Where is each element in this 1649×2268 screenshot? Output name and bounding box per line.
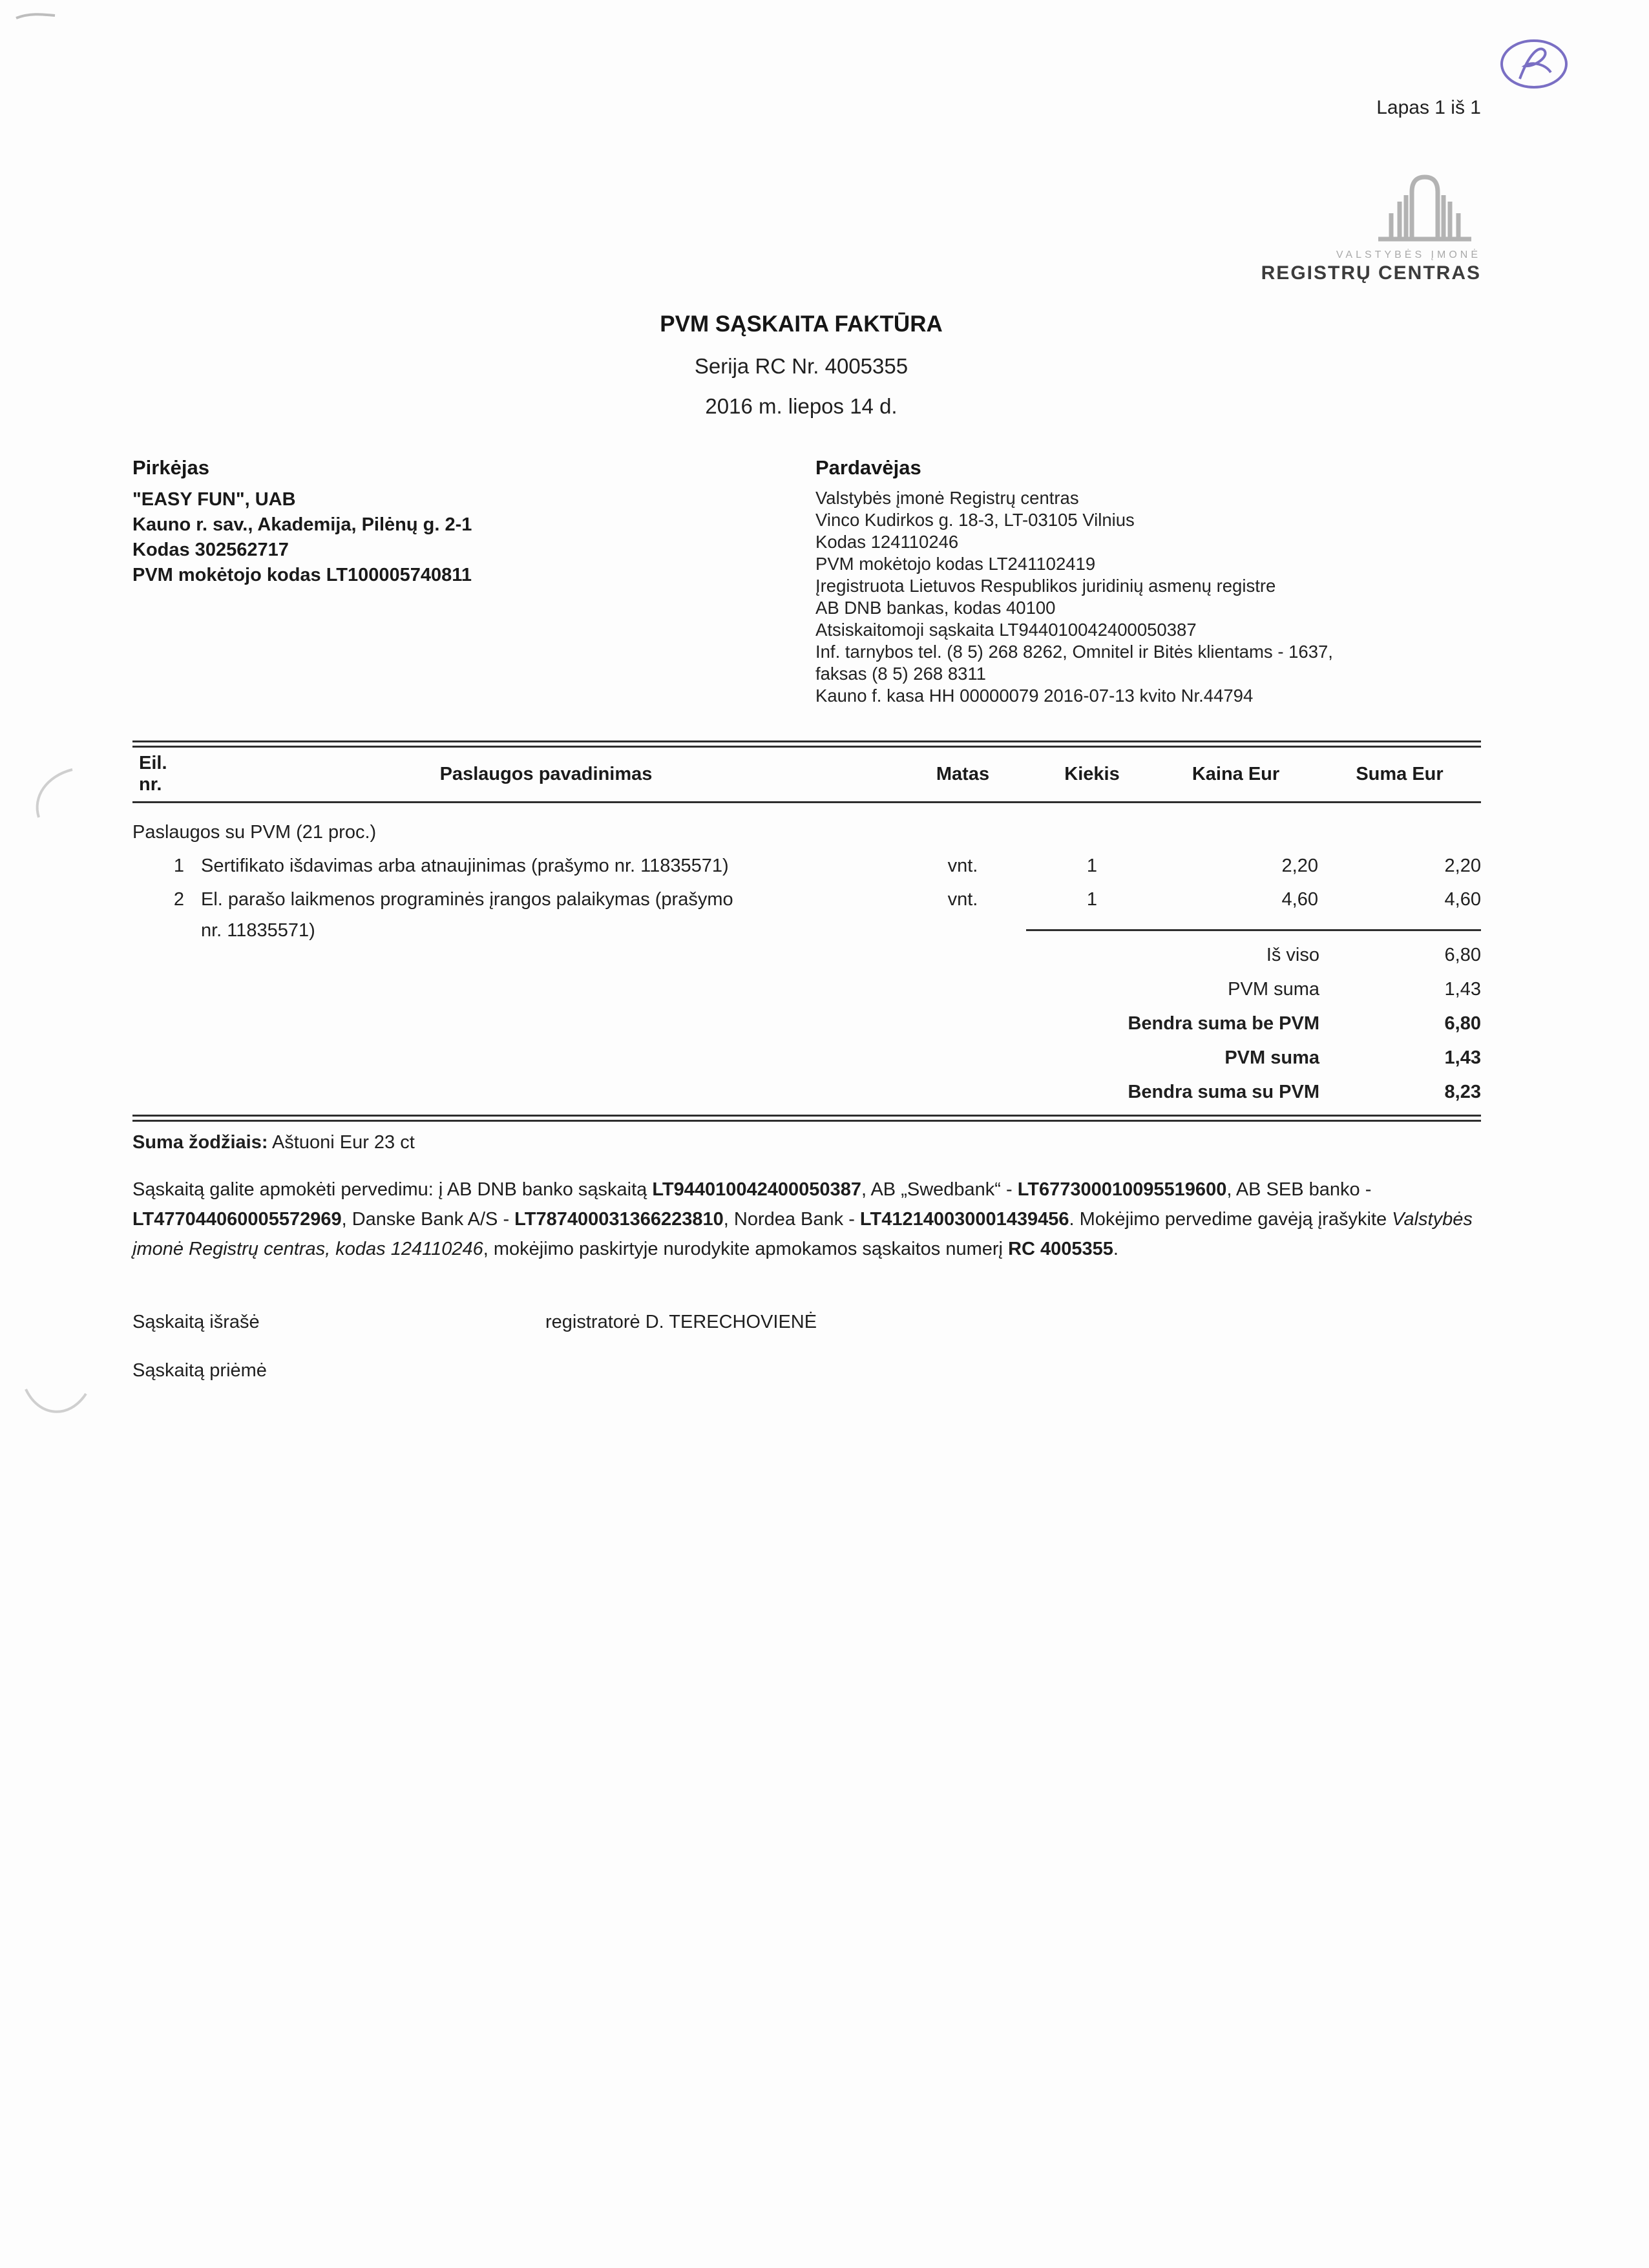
- payment-segment: , mokėjimo paskirtyje nurodykite apmokamos sąskaitos numerį: [483, 1239, 1009, 1259]
- seller-bank: AB DNB bankas, kodas 40100: [815, 598, 1056, 618]
- table-header-service: Paslaugos pavadinimas: [439, 763, 653, 784]
- buyer-section: [132, 456, 688, 588]
- row-unit: vnt.: [947, 856, 978, 876]
- table-header-nr: [132, 748, 197, 800]
- payment-segment: .: [1113, 1239, 1119, 1259]
- payment-instructions: [132, 1175, 1517, 1264]
- row-number: 2: [173, 889, 184, 910]
- invoice-series: Serija RC Nr. 4005355: [694, 354, 909, 378]
- row-price: 4,60: [1281, 889, 1318, 910]
- payment-segment: Sąskaitą galite apmokėti pervedimu: į AB DNB banko sąskaitą: [132, 1179, 653, 1200]
- amount-in-words-label: Suma žodžiais:: [132, 1132, 268, 1153]
- seller-name: Valstybės įmonė Registrų centras: [815, 488, 1079, 508]
- total-value: 8,23: [1444, 1082, 1481, 1102]
- payment-account-swedbank: LT677300010095519600: [1017, 1179, 1227, 1200]
- row-price: 2,20: [1281, 856, 1318, 876]
- table-row: [132, 884, 1481, 946]
- buyer-address: Kauno r. sav., Akademija, Pilėnų g. 2-1: [132, 514, 472, 535]
- table-header-qty: Kiekis: [1064, 763, 1120, 784]
- table-row: [132, 850, 1481, 881]
- row-description: [197, 850, 895, 881]
- total-label: PVM suma: [1224, 1047, 1319, 1068]
- total-label: PVM suma: [1228, 979, 1319, 1000]
- signature-paraph: [1494, 34, 1575, 95]
- seller-address: Vinco Kudirkos g. 18-3, LT-03105 Vilnius: [815, 510, 1135, 530]
- table-header-sum: Suma Eur: [1356, 763, 1444, 784]
- table-top-rule: [132, 740, 1481, 748]
- page-number: Lapas 1 iš 1: [1376, 97, 1481, 118]
- payment-segment: , Nordea Bank -: [723, 1209, 860, 1230]
- buyer-code: Kodas 302562717: [132, 540, 289, 560]
- row-qty: 1: [1086, 889, 1098, 910]
- total-row: [1021, 1075, 1481, 1109]
- amount-in-words-text: Aštuoni Eur 23 ct: [268, 1132, 415, 1153]
- registru-centras-building-icon: [1373, 163, 1476, 244]
- scan-artifact-left-curve-1: [26, 766, 84, 824]
- seller-vat-code: PVM mokėtojo kodas LT241102419: [815, 554, 1096, 574]
- logo-subtitle: VALSTYBĖS ĮMONĖ: [1336, 249, 1481, 260]
- row-sum: 4,60: [1444, 889, 1481, 910]
- seller-phone: Inf. tarnybos tel. (8 5) 268 8262, Omnitel ir Bitės klientams - 1637,: [815, 642, 1333, 662]
- logo-title: REGISTRŲ CENTRAS: [1261, 262, 1481, 284]
- total-label: Iš viso: [1266, 945, 1319, 965]
- invoice-date: 2016 m. liepos 14 d.: [705, 394, 898, 418]
- scan-artifact-left-curve-2: [23, 1380, 90, 1428]
- totals-top-rule: [1026, 929, 1481, 931]
- table-header-row: [132, 748, 1481, 800]
- total-row: [1021, 938, 1481, 972]
- total-row: [1021, 1007, 1481, 1041]
- row-description-text: Sertifikato išdavimas arba atnaujinimas (prašymo nr. 11835571): [201, 856, 729, 876]
- row-qty: 1: [1086, 856, 1098, 876]
- seller-fax: faksas (8 5) 268 8311: [815, 664, 986, 684]
- payment-account-nordea: LT412140030001439456: [859, 1209, 1069, 1230]
- payment-segment: , AB „Swedbank“ -: [861, 1179, 1018, 1200]
- amount-in-words: [132, 1132, 415, 1153]
- payment-segment: . Mokėjimo pervedime gavėją įrašykite: [1069, 1209, 1392, 1230]
- buyer-vat-code: PVM mokėtojo kodas LT100005740811: [132, 565, 472, 585]
- seller-section: [815, 456, 1500, 707]
- total-value: 1,43: [1444, 979, 1481, 1000]
- totals-section: [1021, 938, 1481, 1109]
- payment-segment: , AB SEB banko -: [1226, 1179, 1372, 1200]
- buyer-name: "EASY FUN", UAB: [132, 489, 296, 510]
- table-header-nr-line1: Eil.: [139, 753, 167, 773]
- total-value: 6,80: [1444, 945, 1481, 965]
- total-row: [1021, 1041, 1481, 1075]
- row-description-text: El. parašo laikmenos programinės įrangos palaikymas (prašymo nr. 11835571): [201, 889, 733, 941]
- total-value: 6,80: [1444, 1013, 1481, 1034]
- table-header-nr-line2: nr.: [139, 774, 162, 795]
- total-label: Bendra suma su PVM: [1128, 1082, 1319, 1102]
- payment-invoice-number: RC 4005355: [1008, 1239, 1113, 1259]
- table-header-rule: [132, 801, 1481, 803]
- row-description: [197, 884, 895, 946]
- seller-registry-note: Įregistruota Lietuvos Respublikos juridinių asmenų registre: [815, 576, 1276, 596]
- seller-code: Kodas 124110246: [815, 532, 959, 552]
- seller-bank-account: Atsiskaitomoji sąskaita LT944010042400050387: [815, 620, 1197, 640]
- signature-issued-label: Sąskaitą išrašė: [132, 1312, 260, 1332]
- table-header-unit: Matas: [936, 763, 990, 784]
- seller-heading: Pardavėjas: [815, 456, 921, 479]
- buyer-heading: Pirkėjas: [132, 456, 209, 479]
- payment-payee-name: Valstybės įmonė Registrų centras, kodas 124110246: [132, 1209, 1473, 1259]
- total-value: 1,43: [1444, 1047, 1481, 1068]
- seller-cash-receipt: Kauno f. kasa HH 00000079 2016-07-13 kvito Nr.44794: [815, 686, 1254, 706]
- table-bottom-rule: [132, 1115, 1481, 1122]
- row-sum: 2,20: [1444, 856, 1481, 876]
- total-label: Bendra suma be PVM: [1128, 1013, 1319, 1034]
- payment-account-danske: LT787400031366223810: [514, 1209, 724, 1230]
- row-unit: vnt.: [947, 889, 978, 910]
- signature-issued-by: registratorė D. TERECHOVIENĖ: [545, 1312, 817, 1332]
- total-row: [1021, 972, 1481, 1007]
- table-header-price: Kaina Eur: [1192, 763, 1280, 784]
- payment-account-seb: LT477044060005572969: [132, 1209, 342, 1230]
- table-group-label: Paslaugos su PVM (21 proc.): [132, 822, 377, 843]
- row-number: 1: [173, 856, 184, 876]
- invoice-title: PVM SĄSKAITA FAKTŪRA: [660, 311, 943, 337]
- signature-received-label: Sąskaitą priėmė: [132, 1360, 267, 1381]
- scan-artifact-top-left: [13, 6, 58, 26]
- payment-account-dnb: LT944010042400050387: [652, 1179, 861, 1200]
- payment-segment: , Danske Bank A/S -: [341, 1209, 515, 1230]
